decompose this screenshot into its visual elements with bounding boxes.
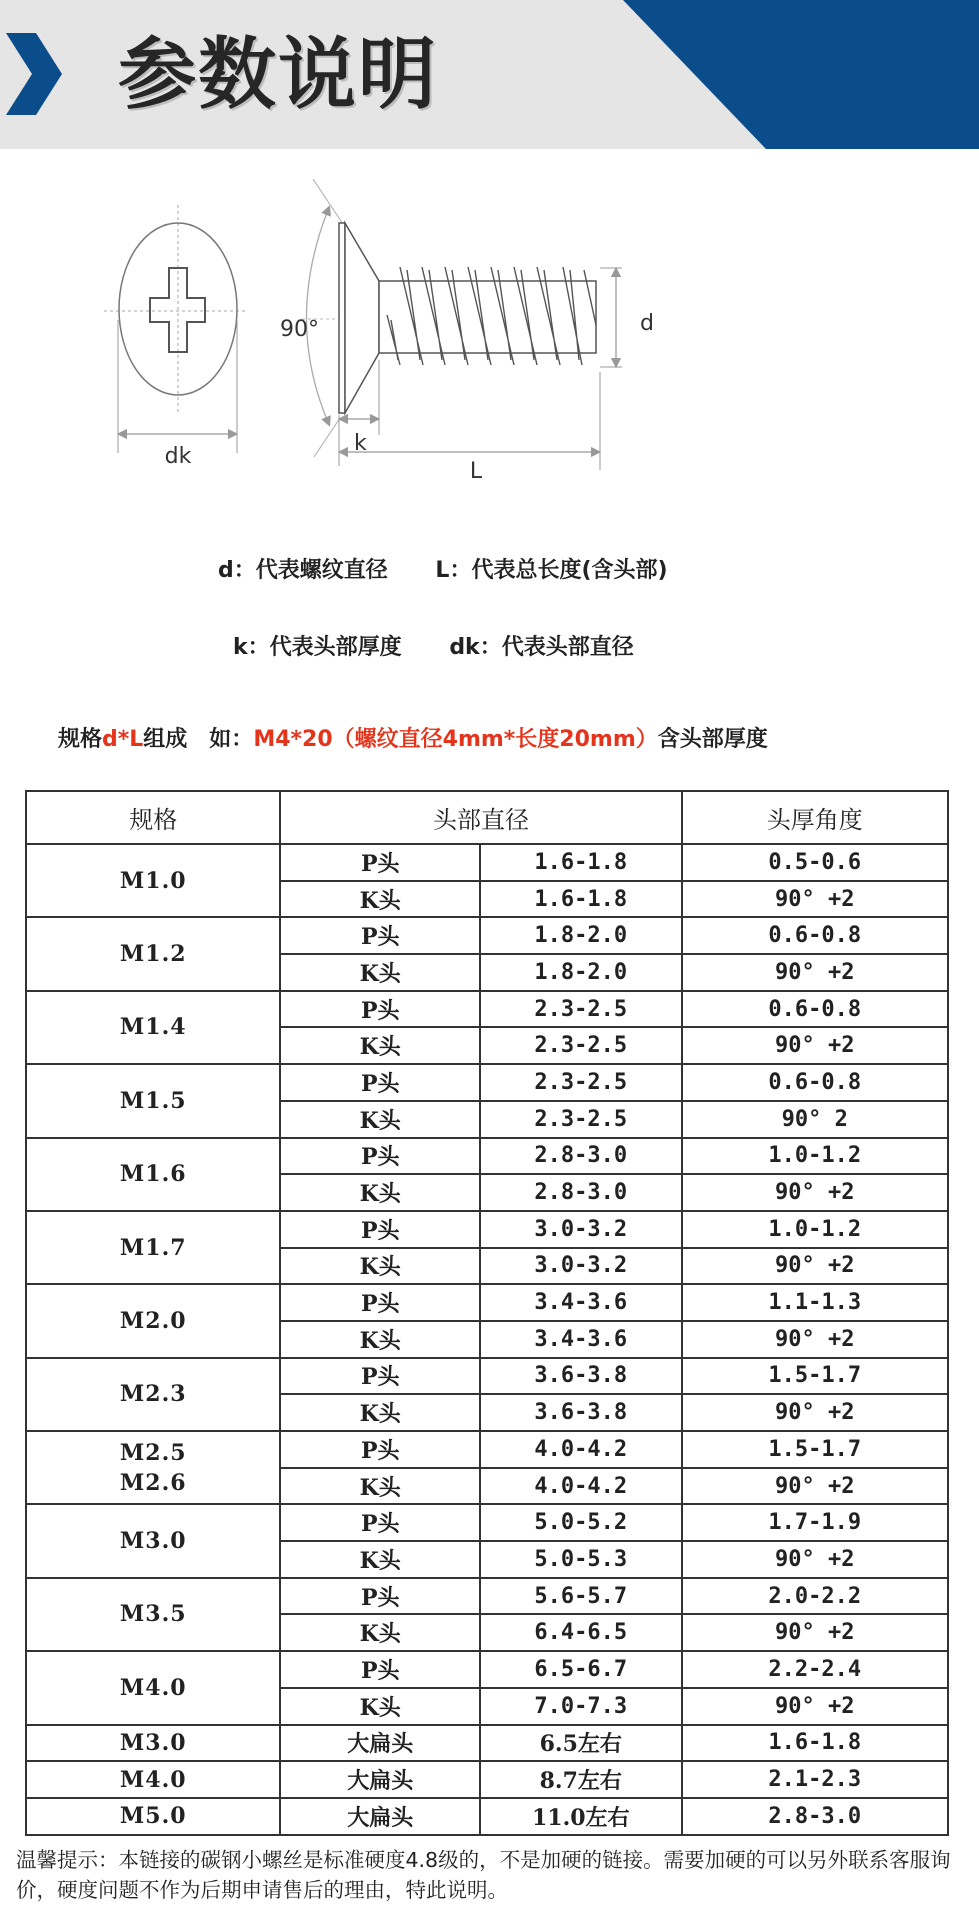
cell-diameter: 11.0左右 [480,1798,682,1835]
cell-thickness: 1.7-1.9 [682,1504,948,1541]
table-row [26,1358,948,1395]
cell-diameter: 2.8-3.0 [480,1174,682,1211]
label-L: L [469,459,483,484]
cell-thickness: 2.1-2.3 [682,1761,948,1798]
page-title: 参数说明 [118,30,439,120]
cell-thickness: 90° 2 [682,1101,948,1138]
cell-thickness: 1.5-1.7 [682,1358,948,1395]
cell-diameter: 5.0-5.2 [480,1504,682,1541]
spec-example: M4*20（螺纹直径4mm*长度20mm） [253,727,658,752]
spec-prefix: 规格 [58,727,103,752]
cell-thickness: 90° +2 [682,1468,948,1505]
cell-spec: M1.0 [26,844,280,917]
spec-value-alt: M2.6 [119,1469,187,1496]
cell-thickness: 90° +2 [682,1321,948,1358]
cell-spec: M3.0 [26,1725,280,1762]
cell-thickness: 0.5-0.6 [682,844,948,881]
cell-diameter: 3.4-3.6 [480,1284,682,1321]
legend-row-1 [218,553,708,584]
cell-head-type: K头 [280,1101,480,1138]
spec-suffix: 含头部厚度 [657,727,768,752]
legend-d: d：代表螺纹直径 [218,558,388,583]
cell-head-type: P头 [280,1578,480,1615]
spec-formula: d*L [102,727,144,752]
cell-diameter: 4.0-4.2 [480,1431,682,1468]
cell-head-type: 大扁头 [280,1761,480,1798]
cell-thickness: 90° +2 [682,881,948,918]
cell-head-type: K头 [280,1394,480,1431]
cell-head-type: K头 [280,881,480,918]
label-d: d [640,311,654,336]
label-angle: 90° [280,317,319,342]
cell-head-type: P头 [280,1651,480,1688]
cell-spec [26,1431,280,1504]
cell-head-type: K头 [280,1614,480,1651]
cell-spec: M1.2 [26,917,280,990]
cell-diameter: 3.6-3.8 [480,1394,682,1431]
cell-diameter: 1.8-2.0 [480,917,682,954]
table-header-row [26,791,948,844]
cell-head-type: K头 [280,1027,480,1064]
cell-spec: M1.4 [26,991,280,1064]
cell-diameter: 7.0-7.3 [480,1688,682,1725]
table-row-flat-head [26,1798,948,1835]
cell-thickness: 1.0-1.2 [682,1138,948,1175]
cell-head-type: P头 [280,844,480,881]
cell-diameter: 2.8-3.0 [480,1138,682,1175]
cell-thickness: 90° +2 [682,1614,948,1651]
spec-value: M2.5 [119,1439,187,1466]
table-body [26,844,948,1835]
table-row [26,1284,948,1321]
cell-diameter: 1.6-1.8 [480,881,682,918]
cell-diameter: 2.3-2.5 [480,1101,682,1138]
table-row [26,1064,948,1101]
spec-table [25,790,949,1836]
cell-thickness: 90° +2 [682,954,948,991]
cell-diameter: 6.4-6.5 [480,1614,682,1651]
cell-spec: M2.0 [26,1284,280,1357]
cell-thickness: 90° +2 [682,1394,948,1431]
spec-middle: 组成 如： [143,727,254,752]
cell-head-type: K头 [280,1541,480,1578]
cell-spec: M3.5 [26,1578,280,1651]
table-row [26,1211,948,1248]
cell-head-type: 大扁头 [280,1798,480,1835]
cell-thickness: 1.6-1.8 [682,1725,948,1762]
table-row [26,991,948,1028]
cell-spec: M1.5 [26,1064,280,1137]
screw-side-view [280,179,654,484]
cell-thickness: 1.5-1.7 [682,1431,948,1468]
cell-diameter: 3.4-3.6 [480,1321,682,1358]
cell-spec: M1.7 [26,1211,280,1284]
cell-diameter: 5.0-5.3 [480,1541,682,1578]
cell-head-type: P头 [280,1504,480,1541]
screw-diagram [0,160,979,500]
legend-k: k：代表头部厚度 [233,635,402,660]
cell-diameter: 2.3-2.5 [480,1064,682,1101]
screw-head-top-view [104,205,247,469]
table-row [26,844,948,881]
notice-text: 温馨提示：本链接的碳钢小螺丝是标准硬度4.8级的，不是加硬的链接。需要加硬的可以另外联系客服询价，硬度问题不作为后期申请售后的理由，特此说明。 [16,1848,951,1902]
cell-diameter: 3.0-3.2 [480,1248,682,1285]
header-spec: 规格 [26,791,280,844]
cell-head-type: P头 [280,1211,480,1248]
cell-diameter: 1.8-2.0 [480,954,682,991]
table-row-flat-head [26,1761,948,1798]
cell-diameter: 3.0-3.2 [480,1211,682,1248]
cell-head-type: P头 [280,917,480,954]
cell-spec: M4.0 [26,1761,280,1798]
cell-head-type: K头 [280,1468,480,1505]
cell-diameter: 3.6-3.8 [480,1358,682,1395]
cell-thickness: 2.2-2.4 [682,1651,948,1688]
spec-composition-note [58,722,768,753]
cell-thickness: 90° +2 [682,1248,948,1285]
cell-spec: M5.0 [26,1798,280,1835]
cell-thickness: 2.8-3.0 [682,1798,948,1835]
table-row [26,1138,948,1175]
cell-head-type: 大扁头 [280,1725,480,1762]
table-row [26,917,948,954]
table-row-flat-head [26,1725,948,1762]
cell-head-type: K头 [280,1248,480,1285]
cell-diameter: 8.7左右 [480,1761,682,1798]
cell-thickness: 1.1-1.3 [682,1284,948,1321]
cell-spec: M2.3 [26,1358,280,1431]
cell-thickness: 90° +2 [682,1174,948,1211]
cell-thickness: 0.6-0.8 [682,1064,948,1101]
cell-thickness: 0.6-0.8 [682,917,948,954]
table-row [26,1431,948,1468]
cell-thickness: 1.0-1.2 [682,1211,948,1248]
cell-head-type: P头 [280,1138,480,1175]
cell-head-type: K头 [280,954,480,991]
chevron-right-icon [6,33,62,115]
cell-thickness: 90° +2 [682,1027,948,1064]
cell-head-type: P头 [280,1284,480,1321]
cell-diameter: 2.3-2.5 [480,1027,682,1064]
legend-dk: dk：代表头部直径 [449,635,634,660]
cell-diameter: 6.5-6.7 [480,1651,682,1688]
cell-diameter: 1.6-1.8 [480,844,682,881]
header-head-thickness-angle: 头厚角度 [682,791,948,844]
table-row [26,1578,948,1615]
cell-head-type: P头 [280,1431,480,1468]
cell-head-type: K头 [280,1174,480,1211]
legend-row-2 [233,630,674,661]
cell-spec: M4.0 [26,1651,280,1724]
cell-head-type: P头 [280,1064,480,1101]
cell-spec: M1.6 [26,1138,280,1211]
legend-L: L：代表总长度(含头部) [435,558,668,583]
cell-head-type: P头 [280,1358,480,1395]
header-head-diameter: 头部直径 [280,791,681,844]
label-dk: dk [164,444,192,469]
cell-diameter: 6.5左右 [480,1725,682,1762]
header-banner [0,0,979,149]
cell-head-type: P头 [280,991,480,1028]
cell-thickness: 0.6-0.8 [682,991,948,1028]
table-row [26,1651,948,1688]
cell-head-type: K头 [280,1688,480,1725]
cell-thickness: 90° +2 [682,1541,948,1578]
label-k: k [354,431,367,456]
cell-diameter: 4.0-4.2 [480,1468,682,1505]
table-row [26,1504,948,1541]
cell-thickness: 2.0-2.2 [682,1578,948,1615]
cell-spec: M3.0 [26,1504,280,1577]
cell-thickness: 90° +2 [682,1688,948,1725]
cell-diameter: 5.6-5.7 [480,1578,682,1615]
cell-diameter: 2.3-2.5 [480,991,682,1028]
cell-head-type: K头 [280,1321,480,1358]
